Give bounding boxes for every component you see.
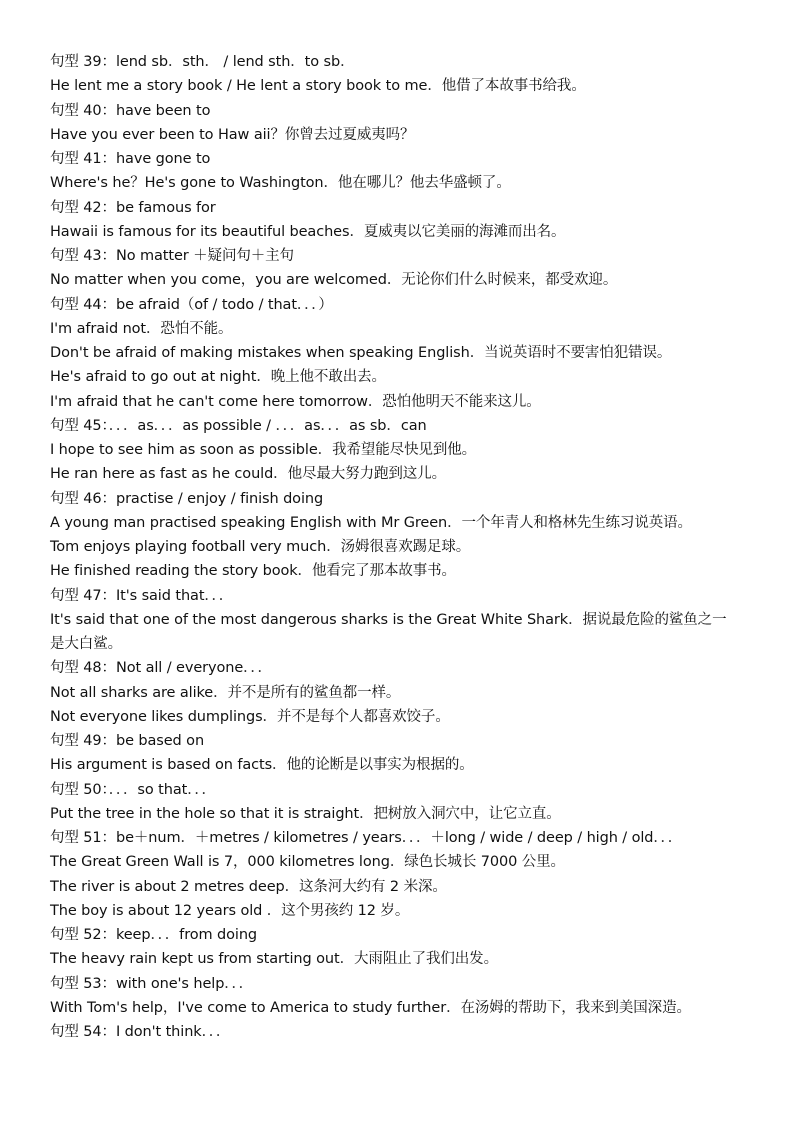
pattern-heading-54: 句型 54：I don't think．．． <box>50 1024 231 1040</box>
pattern-heading-41: 句型 41：have gone to <box>50 151 211 167</box>
pattern-heading-45: 句型 45：．．．as．．．as possible / ．．．as．．．as sb．can <box>50 417 427 434</box>
example-sentence: Not all sharks are alike．并不是所有的鲨鱼都一样。 <box>50 684 401 701</box>
example-sentence: No matter when you come，you are welcomed．无论你们什么时候来，都受欢迎。 <box>50 272 618 289</box>
example-sentence: He finished reading the story book．他看完了那本故事书。 <box>50 563 456 580</box>
pattern-heading-50: 句型 50：．．．so that．．． <box>50 781 216 798</box>
pattern-heading-43: 句型 43：No matter ＋疑问句＋主句 <box>50 248 294 264</box>
example-sentence: Where's he？He's gone to Washington．他在哪儿？他去华盛顿了。 <box>50 175 511 192</box>
example-sentence: I'm afraid that he can't come here tomorrow．恐怕他明天不能来这儿。 <box>50 393 541 410</box>
example-sentence: Don't be afraid of making mistakes when speaking English．当说英语时不要害怕犯错误。 <box>50 345 672 361</box>
example-sentence: I hope to see him as soon as possible．我希望能尽快见到他。 <box>50 442 477 458</box>
example-sentence: Tom enjoys playing football very much．汤姆很喜欢踢足球。 <box>50 539 471 555</box>
example-sentence: I'm afraid not．恐怕不能。 <box>50 320 233 337</box>
example-sentence: It's said that one of the most dangerous sharks is the Great White Shark．据说最危险的鲨鱼之一 <box>50 611 727 628</box>
example-sentence: The river is about 2 metres deep．这条河大约有 2 米深。 <box>50 878 447 895</box>
pattern-heading-46: 句型 46：practise / enjoy / finish doing <box>50 490 324 507</box>
pattern-heading-40: 句型 40：have been to <box>50 102 211 119</box>
document-page <box>0 50 800 1044</box>
example-sentence-continuation: 是大白鲨。 <box>50 636 122 652</box>
example-sentence: With Tom's help，I've come to America to study further．在汤姆的帮助下，我来到美国深造。 <box>50 999 691 1016</box>
example-sentence: He ran here as fast as he could．他尽最大努力跑到这儿。 <box>50 466 446 483</box>
example-sentence: The heavy rain kept us from starting out．大雨阻止了我们出发。 <box>50 951 498 968</box>
pattern-heading-47: 句型 47：It's said that．．． <box>50 587 234 604</box>
pattern-heading-49: 句型 49：be based on <box>50 733 205 749</box>
example-sentence: He's afraid to go out at night．晚上他不敢出去。 <box>50 369 386 386</box>
example-sentence: He lent me a story book / He lent a story book to me．他借了本故事书给我。 <box>50 78 586 95</box>
example-sentence: The boy is about 12 years old ．这个男孩约 12 岁。 <box>50 902 410 919</box>
example-sentence: Put the tree in the hole so that it is straight．把树放入洞穴中，让它立直。 <box>50 805 561 822</box>
pattern-heading-48: 句型 48：Not all / everyone．．． <box>50 660 272 677</box>
pattern-heading-44: 句型 44：be afraid（of / todo / that．．．） <box>50 296 333 313</box>
pattern-heading-52: 句型 52：keep．．．from doing <box>50 927 258 943</box>
pattern-heading-39: 句型 39：lend sb．sth． / lend sth．to sb． <box>50 54 355 70</box>
example-sentence: Have you ever been to Haw aii？你曾去过夏威夷吗？ <box>50 126 415 143</box>
pattern-heading-51: 句型 51：be＋num．＋metres / kilometres / years．．．＋long / wide / deep / high / old．．． <box>50 830 683 846</box>
example-sentence: Not everyone likes dumplings．并不是每个人都喜欢饺子。 <box>50 708 450 725</box>
example-sentence: Hawaii is famous for its beautiful beaches．夏威夷以它美丽的海滩而出名。 <box>50 223 566 240</box>
pattern-heading-53: 句型 53：with one's help．．． <box>50 975 254 992</box>
example-sentence: The Great Green Wall is 7，000 kilometres long．绿色长城长 7000 公里。 <box>50 854 565 871</box>
pattern-heading-42: 句型 42：be famous for <box>50 199 216 216</box>
example-sentence: His argument is based on facts．他的论断是以事实为根据的。 <box>50 757 474 774</box>
example-sentence: A young man practised speaking English with Mr Green．一个年青人和格林先生练习说英语。 <box>50 514 692 531</box>
